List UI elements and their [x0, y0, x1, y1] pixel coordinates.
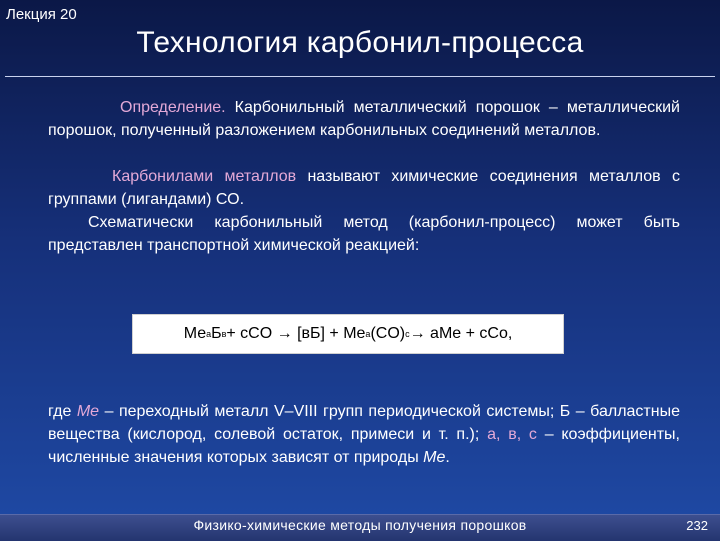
where-end: .: [445, 449, 450, 466]
formula-sub-a: а: [206, 329, 212, 339]
title-divider: [5, 76, 715, 77]
formula-sub-b: в: [221, 329, 227, 339]
definition-term: Определение.: [120, 99, 226, 116]
where-lead: где: [48, 403, 77, 420]
lecture-label: Лекция 20: [6, 6, 77, 23]
where-me2: Ме: [423, 449, 446, 466]
formula-sub-c: c: [405, 329, 410, 339]
definition-paragraph: [48, 96, 680, 142]
where-me: Ме: [76, 403, 100, 420]
formula-part2: → aMe + cCo,: [409, 325, 513, 342]
formula-me: Ме: [183, 325, 207, 342]
schema-paragraph: Схематически карбонильный метод (карбонил-процесс) может быть представлен транспортной химической реакцией:: [48, 214, 680, 254]
page-number: 232: [686, 518, 708, 533]
formula-b: Б: [211, 325, 222, 342]
definition-text: Карбонильный металлический порошок – металлический порошок, полученный разложением карбонильных соединений металлов.: [48, 99, 680, 139]
where-coefficients: а, в, с: [487, 426, 537, 443]
carbonyls-text: называют химические соединения металлов с группами (лигандами) СО.: [48, 168, 681, 208]
slide-title: Технология карбонил-процесса: [136, 26, 584, 59]
formula-co: (CO): [370, 325, 406, 342]
carbonyls-term: Карбонилами металлов: [112, 168, 297, 185]
formula-part1: + cCO → [вБ] + Me: [226, 325, 366, 342]
where-text1: – переходный металл V–VIII групп периодической системы; Б – балластные вещества (кислород, солевой остаток, примеси и т. п.);: [48, 403, 680, 443]
formula-sub-a2: a: [365, 329, 371, 339]
slide-body: [48, 96, 680, 257]
reaction-formula: [132, 314, 564, 354]
where-text2: – коэффициенты, численные значения которых зависят от природы: [48, 426, 680, 466]
carbonyls-paragraph: [48, 165, 680, 211]
footer-text: Физико-химические методы получения порошков: [193, 517, 527, 533]
where-paragraph: [48, 400, 680, 469]
